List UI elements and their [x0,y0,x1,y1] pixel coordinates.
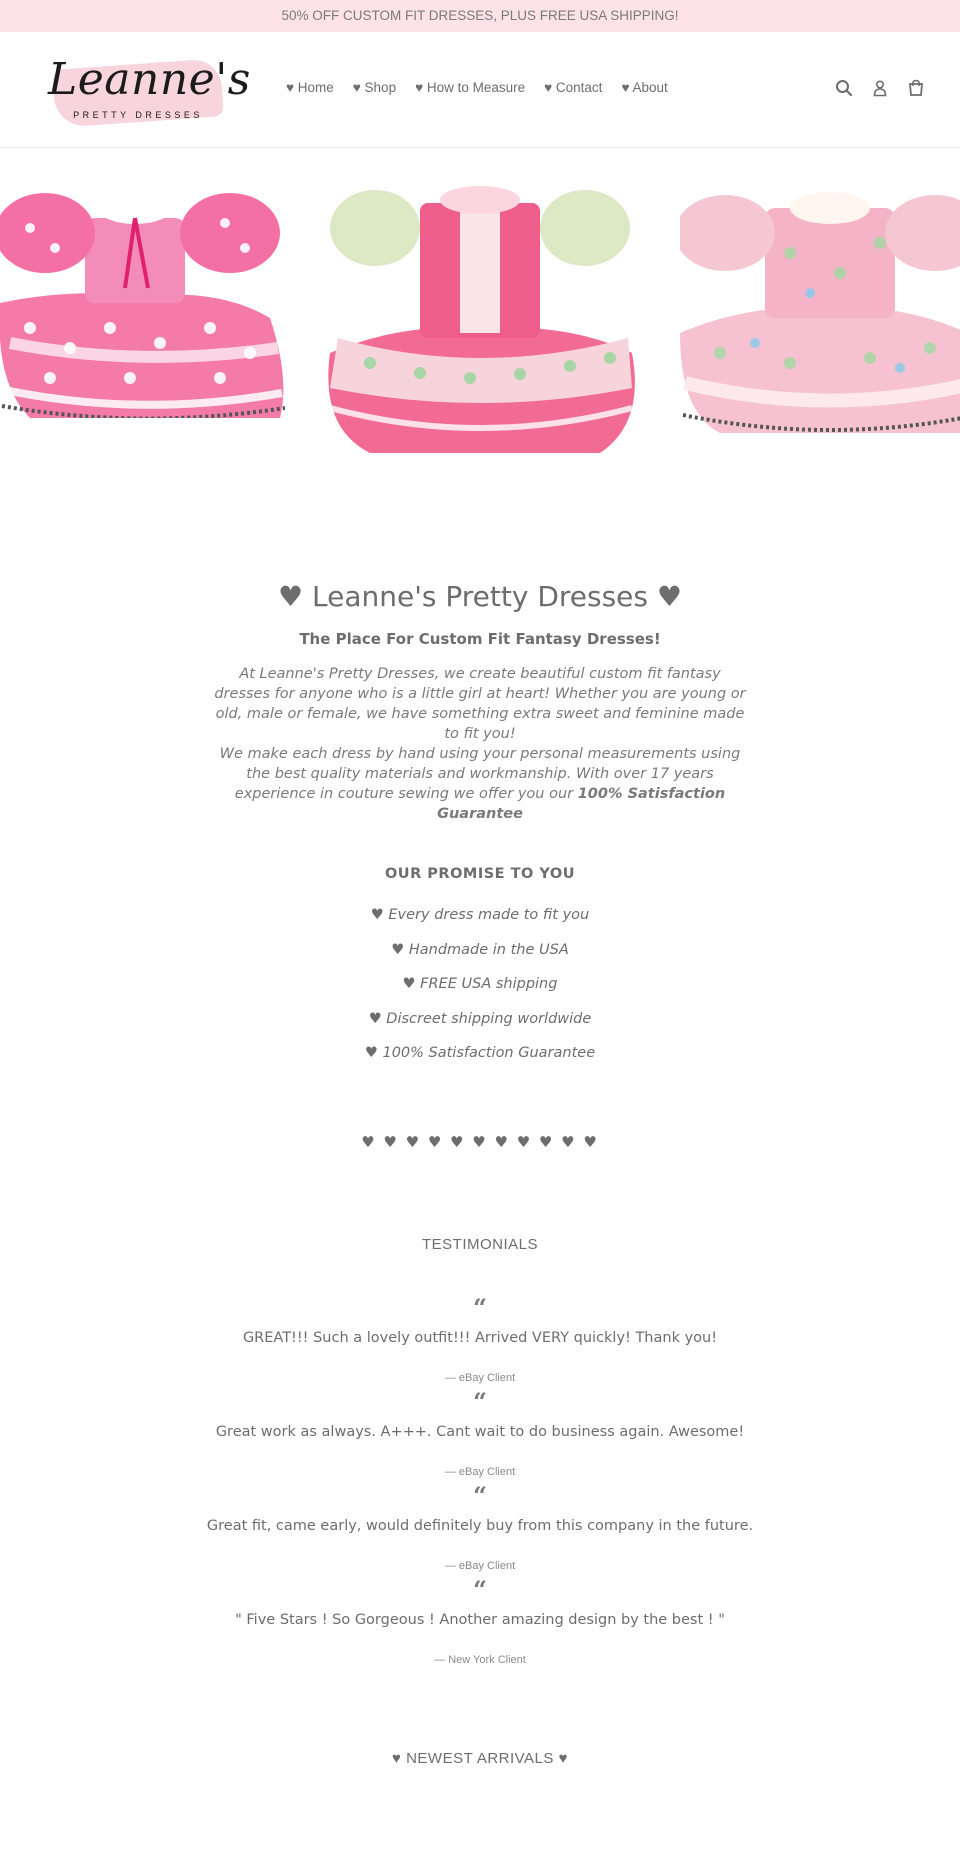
hearts-divider: ♥ ♥ ♥ ♥ ♥ ♥ ♥ ♥ ♥ ♥ ♥ [361,1133,599,1151]
promise-item: ♥ Discreet shipping worldwide [368,1011,592,1027]
announcement-text: 50% OFF CUSTOM FIT DRESSES, PLUS FREE USA SHIPPING! [281,8,679,23]
promise-title: OUR PROMISE TO YOU [384,866,575,882]
satisfaction-guarantee-text: 100% Satisfaction Guarantee [437,786,726,822]
dress-image-polka-dot[interactable] [0,178,290,418]
dress-image-satin-center[interactable] [310,178,650,458]
intro-paragraph-1: At Leanne's Pretty Dresses, we create beautiful custom fit fantasy dresses for anyone who is a little girl at heart! Whether you are young or old, male or female, we have something extra sweet and feminine made to fit you! [214,666,746,742]
header-icons [834,78,926,98]
promise-item: ♥ Every dress made to fit you [370,907,590,923]
testimonial-author: — eBay Client [444,1466,516,1478]
dress-image-butterfly[interactable] [680,183,960,433]
page-subtitle: The Place For Custom Fit Fantasy Dresses! [299,630,661,648]
quote-icon: “ [473,1387,487,1416]
account-icon[interactable] [870,78,890,98]
intro-paragraph-2 [210,744,750,824]
promise-item: ♥ Handmade in the USA [391,942,569,958]
testimonial-text: Great work as always. A+++. Cant wait to do business again. Awesome! [215,1424,745,1440]
promise-item: ♥ FREE USA shipping [402,976,558,992]
testimonial-author: — eBay Client [444,1560,516,1572]
quote-icon: “ [473,1293,487,1322]
logo-script-text: Leanne's [48,54,251,105]
cart-icon[interactable] [906,78,926,98]
nav-how-to-measure[interactable]: ♥ How to Measure [415,80,526,95]
logo-subtitle: PRETTY DRESSES [73,110,203,120]
quote-icon: “ [473,1481,487,1510]
site-header [0,32,960,148]
nav-about[interactable]: ♥ About [621,80,668,95]
testimonial-text: GREAT!!! Such a lovely outfit!!! Arrived VERY quickly! Thank you! [242,1330,718,1346]
hero-slideshow [0,148,960,468]
page-title: ♥ Leanne's Pretty Dresses ♥ [277,580,683,613]
testimonial-text: " Five Stars ! So Gorgeous ! Another amazing design by the best ! " [235,1612,725,1628]
nav-home[interactable]: ♥ Home [286,80,334,95]
promise-item: ♥ 100% Satisfaction Guarantee [364,1045,596,1061]
testimonial-author: — eBay Client [444,1372,516,1384]
main-nav [286,80,668,95]
testimonial-author: — New York Client [434,1654,526,1666]
nav-contact[interactable]: ♥ Contact [544,80,603,95]
site-logo[interactable] [48,52,251,132]
quote-icon: “ [473,1575,487,1604]
testimonials-title: TESTIMONIALS [421,1236,539,1253]
nav-shop[interactable]: ♥ Shop [352,80,397,95]
intro-paragraph-2-text: We make each dress by hand using your personal measurements using the best quality materials and workmanship. With over 17 years experience in couture sewing we offer you our [219,746,741,802]
search-icon[interactable] [834,78,854,98]
testimonial-text: Great fit, came early, would definitely buy from this company in the future. [206,1518,754,1534]
announcement-bar [0,0,960,32]
newest-arrivals-title: ♥ NEWEST ARRIVALS ♥ [392,1750,568,1767]
